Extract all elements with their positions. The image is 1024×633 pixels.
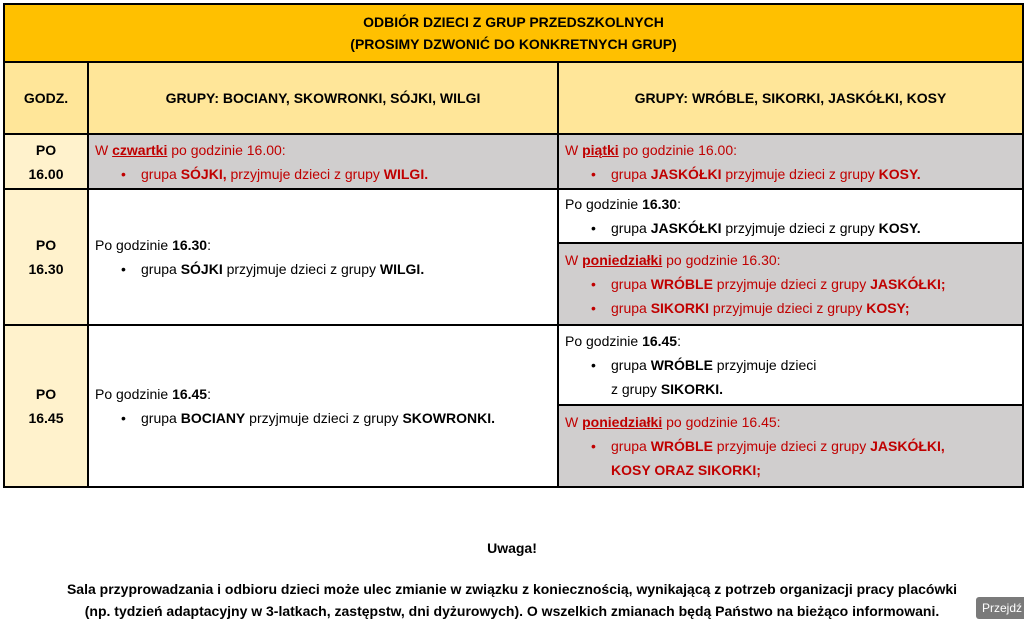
notice-title: Uwaga!: [487, 540, 537, 556]
right-1630-top-intro: Po godzinie 16.30:: [565, 196, 681, 212]
right-1630-top-cell: [558, 189, 1023, 243]
list-item: • grupa SÓJKI, przyjmuje dzieci z grupy WILGI.: [121, 165, 429, 182]
next-button[interactable]: Przejdź: [976, 597, 1024, 619]
left-1645-intro: Po godzinie 16.45:: [95, 386, 211, 402]
time-cell-1600: [4, 134, 88, 189]
right-1600-intro: W piątki po godzinie 16.00:: [565, 141, 738, 158]
time-cell-1645: [4, 325, 88, 487]
pickup-schedule-table: [3, 3, 1024, 488]
time-value: 16.00: [28, 165, 64, 182]
list-item: • grupa WRÓBLE przyjmuje dzieci z grupy JASKÓŁKI;: [591, 276, 946, 292]
column-header-right-groups: GRUPY: WRÓBLE, SIKORKI, JASKÓŁKI, KOSY: [558, 62, 1023, 134]
list-item: • grupa SIKORKI przyjmuje dzieci z grupy KOSY;: [591, 300, 910, 316]
list-item: • grupa BOCIANY przyjmuje dzieci z grupy SKOWRONKI.: [121, 410, 495, 426]
right-1630-bottom-intro: W poniedziałki po godzinie 16.30:: [565, 252, 781, 268]
list-item: • grupa JASKÓŁKI przyjmuje dzieci z grupy KOSY.: [591, 220, 921, 236]
column-header-time: GODZ.: [4, 62, 88, 134]
right-1645-top-intro: Po godzinie 16.45:: [565, 333, 681, 349]
right-1645-bottom-cell: [558, 405, 1023, 487]
list-item: • grupa WRÓBLE przyjmuje dzieci z grupy JASKÓŁKI, KOSY ORAZ SIKORKI;: [591, 438, 945, 478]
list-item: • grupa JASKÓŁKI przyjmuje dzieci z grupy KOSY.: [591, 165, 921, 182]
right-1645-bottom-intro: W poniedziałki po godzinie 16.45:: [565, 414, 781, 430]
right-1600-cell: [558, 134, 1023, 189]
title-line-2: (PROSIMY DZWONIĆ DO KONKRETNYCH GRUP): [350, 36, 677, 52]
right-1645-top-cell: [558, 325, 1023, 405]
left-1630-cell: [88, 189, 558, 325]
notice-line-1: Sala przyprowadzania i odbioru dzieci może ulec zmianie w związku z koniecznością, wynikającą z potrzeb organizacji pracy placówki: [66, 581, 958, 597]
time-value: 16.30: [28, 261, 64, 277]
left-1630-intro: Po godzinie 16.30:: [95, 237, 211, 253]
title-line-1: ODBIÓR DZIECI Z GRUP PRZEDSZKOLNYCH: [363, 14, 664, 30]
schedule-title: [4, 4, 1023, 62]
time-value: 16.45: [28, 410, 64, 426]
time-cell-1630: [4, 189, 88, 325]
time-label: PO: [35, 386, 57, 402]
time-label: PO: [35, 141, 57, 158]
left-1600-cell: [88, 134, 558, 189]
left-1645-cell: [88, 325, 558, 487]
column-header-left-groups: GRUPY: BOCIANY, SKOWRONKI, SÓJKI, WILGI: [88, 62, 558, 134]
notice-line-2: (np. tydzień adaptacyjny w 3-latkach, zastępstw, dni dyżurowych). O wszelkich zmianach będą Państwo na bieżąco informowani.: [84, 603, 940, 619]
notice-text: [0, 578, 1024, 622]
right-1630-bottom-cell: [558, 243, 1023, 325]
left-1600-intro: W czwartki po godzinie 16.00:: [95, 141, 286, 158]
list-item: • grupa WRÓBLE przyjmuje dzieci z grupy SIKORKI.: [591, 357, 817, 397]
time-label: PO: [35, 237, 57, 253]
list-item: • grupa SÓJKI przyjmuje dzieci z grupy WILGI.: [121, 261, 425, 277]
